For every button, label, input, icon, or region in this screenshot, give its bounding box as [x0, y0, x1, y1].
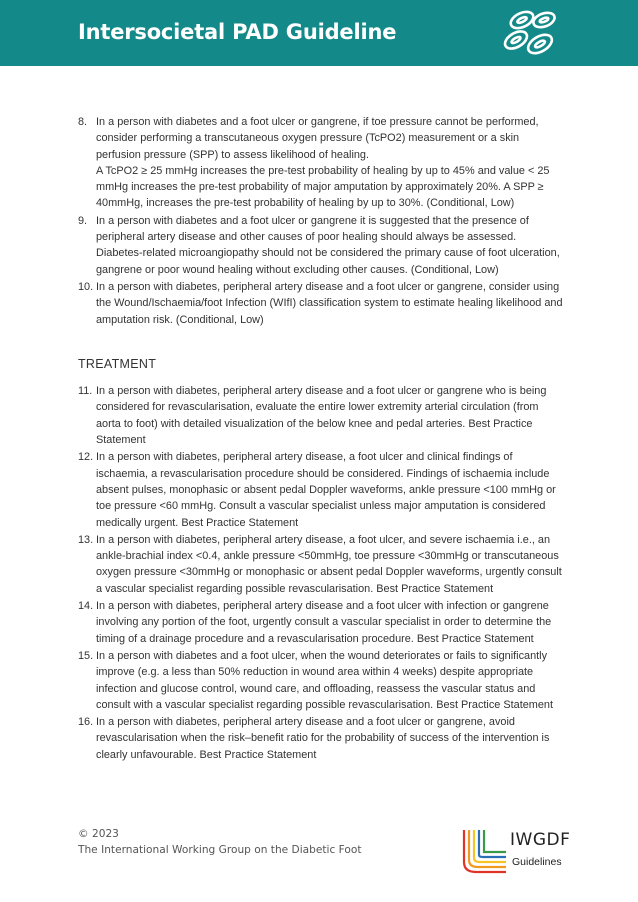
item-number: 8. [78, 116, 88, 128]
item-number: 11. [78, 385, 93, 398]
page-footer [78, 826, 362, 858]
item-text: In a person with diabetes, peripheral artery disease and a foot ulcer or gangrene, avoid revascularisation when the risk–benefit ratio for the probability of success of the intervention is clearly unfavourable. Best Practice Statement [96, 716, 550, 761]
list-item [78, 213, 563, 278]
copyright: © 2023 [78, 828, 119, 840]
item-number: 14. [78, 600, 94, 613]
list-item [78, 532, 563, 597]
item-number: 10. [78, 280, 94, 293]
item-subtext: A TcPO2 ≥ 25 mmHg increases the pre-test probability of healing by up to 45% and value < 25 mmHg increases the pre-test probability of major amputation by approximately 20%. A SPP ≥ 40mmHg, increases the pre-test probability of healing by up to 30%. (Conditional, Low) [96, 164, 550, 210]
header-title: Intersocietal PAD Guideline [78, 20, 397, 44]
item-text: In a person with diabetes and a foot ulcer or gangrene it is suggested that the presence of peripheral artery disease and other causes of poor healing should always be assessed. Diabetes-related microangiopathy should not be considered the primary cause of foot ulceration, gangrene or poor wound healing without excluding other causes. (Conditional, Low) [96, 214, 560, 276]
list-item [78, 114, 563, 212]
item-number: 9. [78, 214, 88, 227]
item-number: 13. [78, 533, 94, 546]
item-text: In a person with diabetes, peripheral artery disease and a foot ulcer or gangrene who is being considered for revascularisation, evaluate the entire lower extremity arterial circulation (from aorta to foot) with detailed visualization of the below knee and pedal arteries. Best Practice Statement [96, 385, 547, 447]
item-number: 16. [78, 716, 94, 729]
item-text: In a person with diabetes, peripheral artery disease, a foot ulcer and clinical findings of ischaemia, a revascularisation procedure should be considered. Findings of ischaemia include absent pulses, monophasic or absent pedal Doppler waveforms, ankle pressure <100 mmHg or toe pressure <60 mmHg. Consult a vascular specialist unless major amputation is considered medically urgent. Best Practice Statement [96, 451, 556, 529]
section-title: TREATMENT [78, 356, 157, 371]
item-text: In a person with diabetes, peripheral artery disease and a foot ulcer with infection or gangrene involving any portion of the foot, urgently consult a vascular specialist in order to determine the timing of a drainage procedure and a revascularisation procedure. Best Practice Statement [96, 600, 552, 645]
item-text: In a person with diabetes, peripheral artery disease, a foot ulcer, and severe ischaemia i.e., an ankle-brachial index <0.4, ankle pressure <50mmHg, toe pressure <30mmHg or transcutaneous oxygen pressure <30mmHg or monophasic or absent pedal Doppler waveforms, urgently consult a vascular specialist regarding possible revascularisation. Best Practice Statement [96, 533, 562, 595]
iwgdf-lines-icon [460, 828, 508, 876]
cells-logo-icon [500, 6, 562, 60]
item-text: In a person with diabetes, peripheral artery disease and a foot ulcer or gangrene, consider using the Wound/Ischaemia/foot Infection (WIfI) classification system to estimate healing likelihood and amputation risk. (Conditional, Low) [96, 280, 563, 326]
list-item [78, 383, 563, 448]
item-number: 15. [78, 649, 94, 662]
item-text: In a person with diabetes and a foot ulcer or gangrene, if toe pressure cannot be performed, consider performing a transcutaneous oxygen pressure (TcPO2) measurement or a skin perfusion pressure (SPP) to assess likelihood of healing. [96, 116, 539, 161]
list-item [78, 279, 563, 328]
list-item [78, 449, 563, 530]
guideline-content [78, 114, 563, 764]
organization-name: The International Working Group on the Diabetic Foot [78, 844, 362, 856]
list-item [78, 648, 563, 713]
item-number: 12. [78, 451, 94, 464]
item-text: In a person with diabetes and a foot ulcer, when the wound deteriorates or fails to significantly improve (e.g. a less than 50% reduction in wound area within 4 weeks) despite appropriate infection and glucose control, wound care, and offloading, reassess the vascular status and consult with a vascular specialist regarding possible revascularisation. Best Practice Statement [96, 649, 554, 711]
list-item [78, 598, 563, 647]
iwgdf-logo [460, 828, 570, 876]
iwgdf-brand: IWGDF [510, 830, 571, 850]
iwgdf-guidelines: Guidelines [512, 856, 562, 868]
page-header [0, 0, 638, 66]
list-item [78, 714, 563, 763]
